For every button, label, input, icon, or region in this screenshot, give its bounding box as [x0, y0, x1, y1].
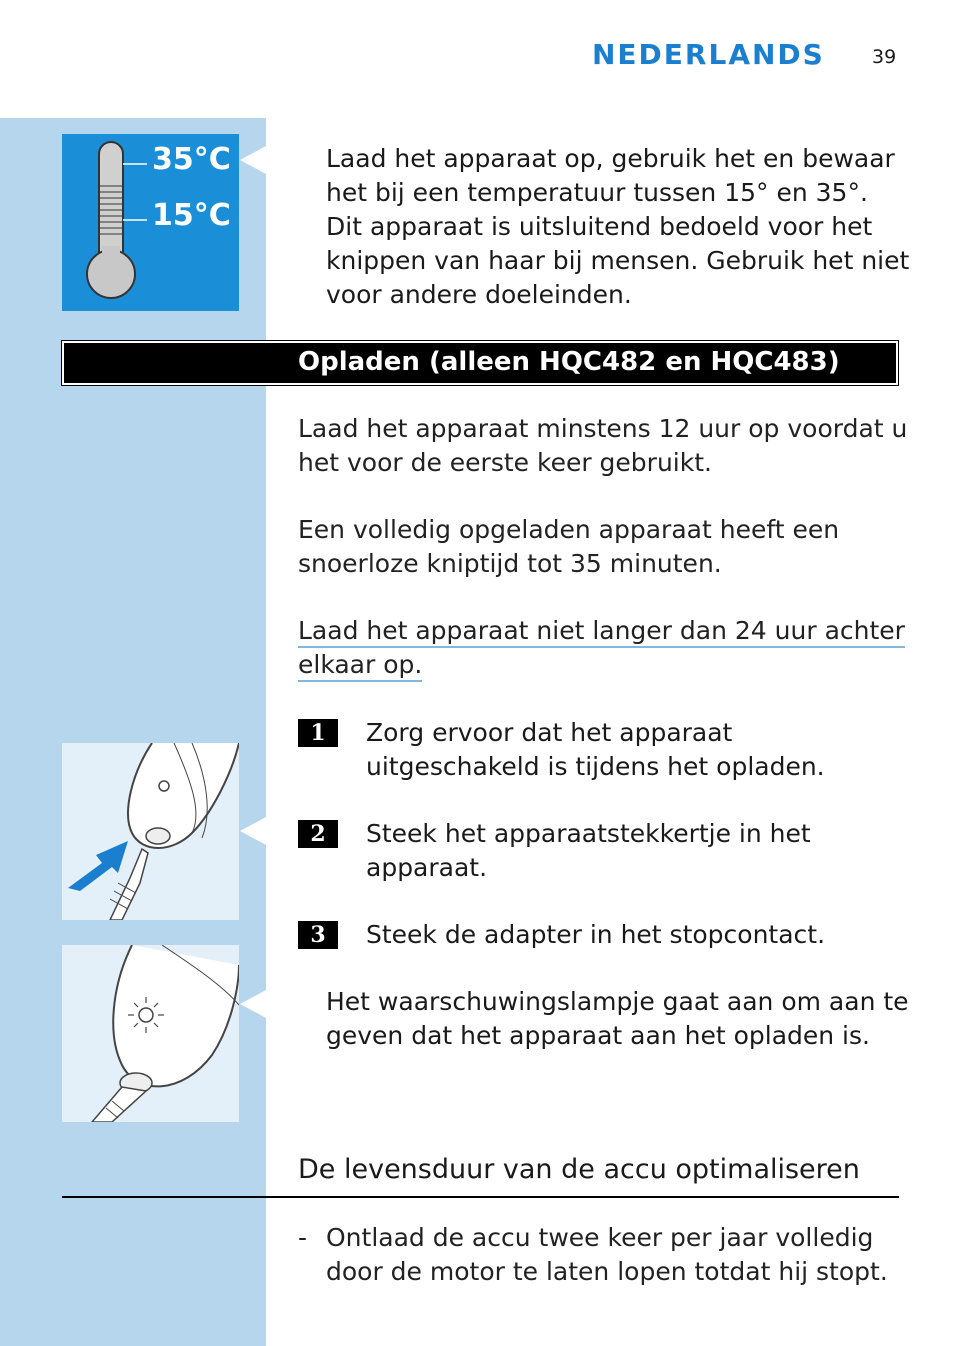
- paragraph-line: Een volledig opgeladen apparaat heeft een: [298, 515, 840, 544]
- step-line: apparaat.: [366, 853, 488, 882]
- step-line: Zorg ervoor dat het apparaat: [366, 718, 733, 747]
- paragraph-warning: [298, 614, 905, 682]
- paragraph-line: elkaar op.: [298, 650, 422, 682]
- intro-line: voor andere doeleinden.: [326, 280, 632, 309]
- step-note: [326, 985, 909, 1053]
- bullet-line: Ontlaad de accu twee keer per jaar volledig: [326, 1223, 874, 1252]
- intro-line: het bij een temperatuur tussen 15° en 35°.: [326, 178, 868, 207]
- subsection-rule: [62, 1196, 899, 1198]
- paragraph-line: snoerloze kniptijd tot 35 minuten.: [298, 549, 722, 578]
- step-line: uitgeschakeld is tijdens het opladen.: [366, 752, 825, 781]
- note-line: geven dat het apparaat aan het opladen is.: [326, 1021, 870, 1050]
- step-text: [366, 918, 825, 952]
- temperature-low-label: 15°C: [152, 198, 231, 233]
- paragraph-charge-time: [298, 412, 907, 480]
- pointer-notch: [240, 990, 266, 1018]
- paragraph-line: Laad het apparaat niet langer dan 24 uur achter: [298, 616, 905, 648]
- header-language: NEDERLANDS: [592, 38, 825, 71]
- thermometer-illustration: [62, 134, 239, 311]
- step-line: Steek het apparaatstekkertje in het: [366, 819, 811, 848]
- step-text: [366, 817, 811, 885]
- paragraph-line: Laad het apparaat minstens 12 uur op voordat u: [298, 414, 908, 443]
- step-number: 1: [298, 719, 338, 747]
- pointer-notch: [240, 146, 266, 174]
- subsection-title: De levensduur van de accu optimaliseren: [298, 1154, 860, 1185]
- intro-line: knippen van haar bij mensen. Gebruik het niet: [326, 246, 910, 275]
- pointer-notch: [240, 817, 266, 845]
- step-number: 2: [298, 820, 338, 848]
- step-text: [366, 716, 825, 784]
- charging-light-illustration: [62, 945, 239, 1122]
- bullet-dash: -: [298, 1223, 308, 1252]
- bullet-line: door de motor te laten lopen totdat hij stopt.: [326, 1257, 888, 1286]
- temperature-high-label: 35°C: [152, 142, 231, 177]
- note-line: Het waarschuwingslampje gaat aan om aan te: [326, 987, 909, 1016]
- step-line: Steek de adapter in het stopcontact.: [366, 920, 826, 949]
- section-title: Opladen (alleen HQC482 en HQC483): [298, 347, 840, 377]
- intro-line: Laad het apparaat op, gebruik het en bewaar: [326, 144, 895, 173]
- step-number: 3: [298, 921, 338, 949]
- intro-line: Dit apparaat is uitsluitend bedoeld voor het: [326, 212, 873, 241]
- page-number: 39: [872, 46, 897, 68]
- paragraph-line: het voor de eerste keer gebruikt.: [298, 448, 712, 477]
- plug-insert-illustration: [62, 743, 239, 920]
- intro-paragraph: [326, 142, 909, 312]
- bullet-item: [298, 1221, 888, 1289]
- paragraph-runtime: [298, 513, 839, 581]
